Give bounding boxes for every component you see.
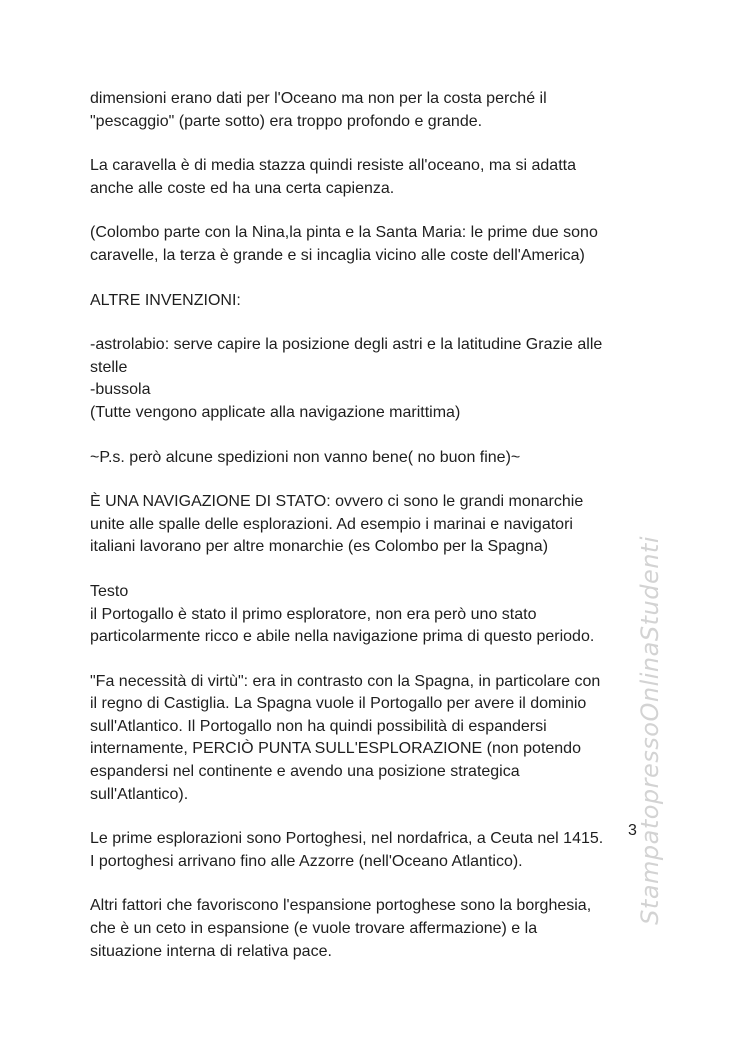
paragraph	[90, 447, 670, 470]
section-heading	[90, 290, 670, 313]
paragraph	[90, 222, 670, 267]
text-line: che è un ceto in espansione (e vuole trovare affermazione) e la	[90, 920, 538, 938]
paragraph	[90, 671, 670, 807]
text-line: situazione interna di relativa pace.	[90, 942, 332, 960]
text-line: (Colombo parte con la Nina,la pinta e la Santa Maria: le prime due sono	[90, 224, 598, 242]
text-line: sull'Atlantico. Il Portogallo non ha quindi possibilità di espandersi	[90, 717, 547, 735]
text-line: "pescaggio" (parte sotto) era troppo profondo e grande.	[90, 112, 483, 130]
text-line: ALTRE INVENZIONI:	[90, 291, 241, 309]
text-line: espandersi nel continente e avendo una posizione strategica	[90, 763, 520, 781]
text-line: italiani lavorano per altre monarchie (es Colombo per la Spagna)	[90, 538, 549, 556]
text-line: "Fa necessità di virtù": era in contrasto con la Spagna, in particolare con	[90, 672, 601, 690]
document-body	[90, 88, 670, 985]
paragraph	[90, 895, 670, 963]
paragraph	[90, 334, 670, 424]
text-line: il Portogallo è stato il primo esploratore, non era però uno stato	[90, 605, 537, 623]
text-line: unite alle spalle delle esplorazioni. Ad esempio i marinai e navigatori	[90, 515, 573, 533]
paragraph	[90, 88, 670, 133]
text-line: particolarmente ricco e abile nella navigazione prima di questo periodo.	[90, 628, 595, 646]
text-line: dimensioni erano dati per l'Oceano ma non per la costa perché il	[90, 90, 547, 107]
text-line: I portoghesi arrivano fino alle Azzorre (nell'Oceano Atlantico).	[90, 852, 523, 870]
text-line: il regno di Castiglia. La Spagna vuole il Portogallo per avere il dominio	[90, 695, 587, 713]
paragraph	[90, 491, 670, 559]
text-line: È UNA NAVIGAZIONE DI STATO: ovvero ci sono le grandi monarchie	[90, 493, 584, 511]
paragraph	[90, 581, 670, 649]
text-line: internamente, PERCIÒ PUNTA SULL'ESPLORAZIONE (non potendo	[90, 740, 581, 758]
text-line: sull'Atlantico).	[90, 785, 189, 803]
paragraph	[90, 828, 670, 873]
paragraph	[90, 155, 670, 200]
text-line: Testo	[90, 582, 129, 600]
text-line: Altri fattori che favoriscono l'espansione portoghese sono la borghesia,	[90, 897, 592, 915]
page-number: 3	[628, 822, 637, 839]
text-line: La caravella è di media stazza quindi resiste all'oceano, ma si adatta	[90, 157, 576, 175]
watermark: StampatopressoOnlinaStudenti	[636, 536, 664, 925]
text-line: ~P.s. però alcune spedizioni non vanno bene( no buon fine)~	[90, 448, 521, 466]
text-line: (Tutte vengono applicate alla navigazione marittima)	[90, 403, 461, 421]
text-line: -bussola	[90, 381, 151, 399]
text-line: anche alle coste ed ha una certa capienza.	[90, 179, 395, 197]
text-line: Le prime esplorazioni sono Portoghesi, nel nordafrica, a Ceuta nel 1415.	[90, 830, 604, 848]
text-line: stelle	[90, 358, 128, 376]
text-line: -astrolabio: serve capire la posizione degli astri e la latitudine Grazie alle	[90, 336, 603, 354]
text-line: caravelle, la terza è grande e si incaglia vicino alle coste dell'America)	[90, 246, 585, 264]
